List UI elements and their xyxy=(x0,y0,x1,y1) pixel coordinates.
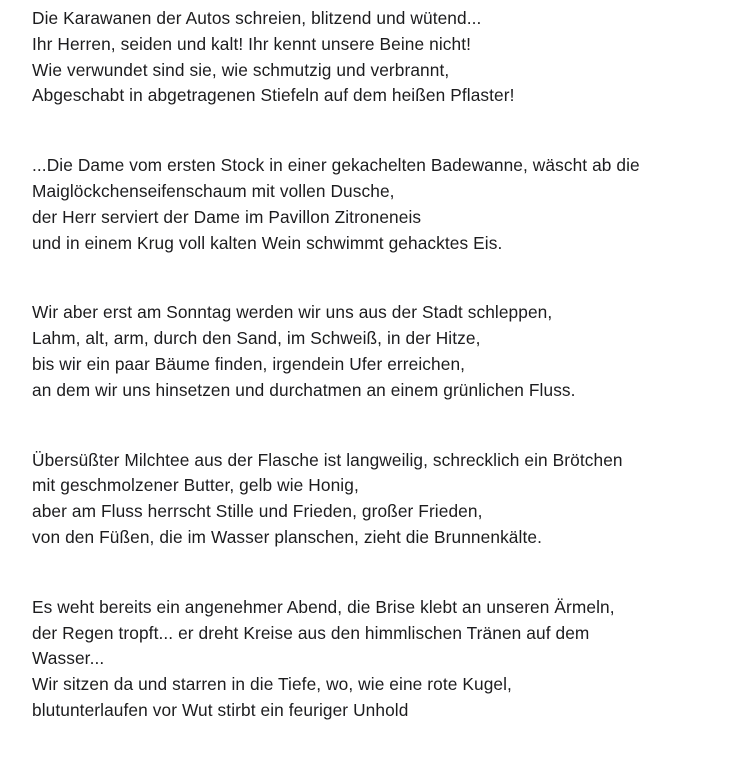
poem-line: der Herr serviert der Dame im Pavillon Zitroneneis xyxy=(32,206,422,227)
poem-line: Wir aber erst am Sonntag werden wir uns aus der Stadt schleppen, xyxy=(32,302,553,323)
poem-text xyxy=(32,6,742,768)
stanza-5 xyxy=(32,595,742,724)
poem-line: mit geschmolzener Butter, gelb wie Honig, xyxy=(32,475,359,496)
poem-line: Wir sitzen da und starren in die Tiefe, wo, wie eine rote Kugel, xyxy=(32,674,512,695)
stanza-2 xyxy=(32,153,742,256)
poem-line: Lahm, alt, arm, durch den Sand, im Schweiß, in der Hitze, xyxy=(32,328,481,349)
poem-line: Ihr Herren, seiden und kalt! Ihr kennt unsere Beine nicht! xyxy=(32,33,472,54)
poem-line: an dem wir uns hinsetzen und durchatmen an einem grünlichen Fluss. xyxy=(32,379,576,400)
poem-line: der Regen tropft... er dreht Kreise aus den himmlischen Tränen auf dem xyxy=(32,622,590,643)
poem-line: bis wir ein paar Bäume finden, irgendein Ufer erreichen, xyxy=(32,353,466,374)
stanza-3 xyxy=(32,300,742,403)
poem-line: von den Füßen, die im Wasser planschen, zieht die Brunnenkälte. xyxy=(32,526,542,547)
poem-line: Die Karawanen der Autos schreien, blitzend und wütend... xyxy=(32,8,482,28)
poem-line: Wie verwundet sind sie, wie schmutzig und verbrannt, xyxy=(32,59,450,80)
poem-line: blutunterlaufen vor Wut stirbt ein feuriger Unhold xyxy=(32,699,409,720)
poem-line: ...Die Dame vom ersten Stock in einer gekachelten Badewanne, wäscht ab die xyxy=(32,155,640,176)
stanza-4 xyxy=(32,448,742,551)
poem-line: Übersüßter Milchtee aus der Flasche ist langweilig, schrecklich ein Brötchen xyxy=(32,449,623,470)
poem-line: Es weht bereits ein angenehmer Abend, die Brise klebt an unseren Ärmeln, xyxy=(32,596,615,617)
poem-line: und in einem Krug voll kalten Wein schwimmt gehacktes Eis. xyxy=(32,232,503,253)
poem-line: aber am Fluss herrscht Stille und Frieden, großer Frieden, xyxy=(32,501,483,522)
poem-line: Abgeschabt in abgetragenen Stiefeln auf dem heißen Pflaster! xyxy=(32,85,515,106)
poem-line: Maiglöckchenseifenschaum mit vollen Dusche, xyxy=(32,180,395,201)
poem-line: Wasser... xyxy=(32,648,105,669)
stanza-1 xyxy=(32,6,742,109)
